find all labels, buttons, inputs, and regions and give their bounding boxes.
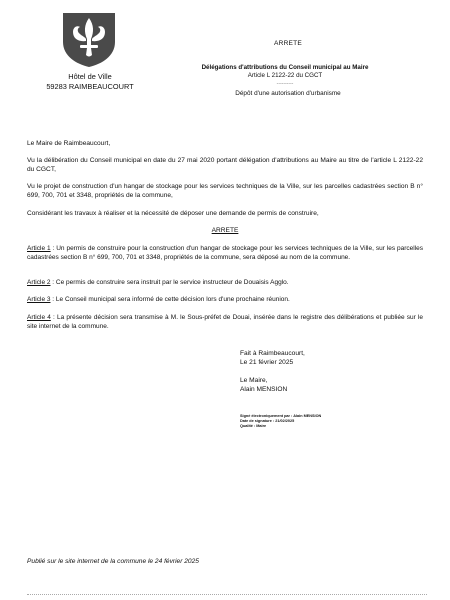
delegation-title: Délégations d'attributions du Conseil municipal au Maire xyxy=(201,64,369,71)
footer-divider xyxy=(27,594,427,597)
esign-signer: Signé électroniquement par : Alain MENSION xyxy=(240,414,322,418)
electronic-signature-stamp xyxy=(240,414,321,429)
article-1 xyxy=(27,245,423,262)
article-label: Article 1 xyxy=(27,245,51,252)
signatory-block xyxy=(240,376,287,394)
signature-date: Le 21 février 2025 xyxy=(240,359,294,366)
article-text: : Le Conseil municipal sera informé de cette décision lors d'une prochaine réunion. xyxy=(50,296,290,303)
article-4 xyxy=(27,314,423,331)
document-type: ARRETE xyxy=(274,40,302,47)
town-address: 59283 RAIMBEAUCOURT xyxy=(46,82,134,91)
mayor-intro: Le Maire de Raimbeaucourt, xyxy=(27,140,111,147)
town-hall-block xyxy=(30,72,150,92)
document-subject: Dépôt d'une autorisation d'urbanisme xyxy=(235,90,341,97)
town-hall-label: Hôtel de Ville xyxy=(68,72,112,81)
signature-place: Fait à Raimbeaucourt, xyxy=(240,350,305,357)
signatory-name: Alain MENSION xyxy=(240,386,288,393)
publication-notice: Publié sur le site internet de la commune le 24 février 2025 xyxy=(27,558,199,565)
article-2 xyxy=(27,279,423,288)
vu-deliberation: Vu la délibération du Conseil municipal en date du 27 mai 2020 portant délégation d'attributions au Maire au titre de l'article L 2122-22 du CGCT, xyxy=(27,157,423,173)
signatory-role: Le Maire, xyxy=(240,377,268,384)
article-label: Article 3 xyxy=(27,296,51,303)
considerant: Considérant les travaux à réaliser et la nécessité de déposer une demande de permis de construire, xyxy=(27,210,319,217)
signature-block xyxy=(240,349,305,367)
separator: ---------- xyxy=(276,80,294,87)
vu-projet: Vu le projet de construction d'un hangar de stockage pour les services techniques de la Ville, sur les parcelles cadastrées section B n° 699, 700, 701 et 3348, propriétés de la commune, xyxy=(27,183,423,199)
delegation-block xyxy=(170,64,400,87)
article-reference: Article L 2122-22 du CGCT xyxy=(247,72,323,80)
article-text: : Un permis de construire pour la construction d'un hangar de stockage pour les services techniques de la Ville, sur les parcelles cadastrées section B n° 699, 700, 701 et 3348, propriétés de la commune, sera déposé au nom de la commune. xyxy=(27,245,423,261)
esign-date: Date de signature : 21/02/2025 xyxy=(240,419,295,423)
article-text: : Ce permis de construire sera instruit par le service instructeur de Douaisis Agglo. xyxy=(50,279,289,286)
esign-role: Qualité : Maire xyxy=(240,424,267,428)
fleur-de-lis-shield-icon xyxy=(62,12,116,68)
article-label: Article 2 xyxy=(27,279,51,286)
article-label: Article 4 xyxy=(27,314,51,321)
article-text: : La présente décision sera transmise à M. le Sous-préfet de Douai, insérée dans le registre des délibérations et publiée sur le site internet de la commune. xyxy=(27,314,423,330)
arrete-heading: ARRETE xyxy=(211,227,239,234)
article-3 xyxy=(27,296,423,305)
